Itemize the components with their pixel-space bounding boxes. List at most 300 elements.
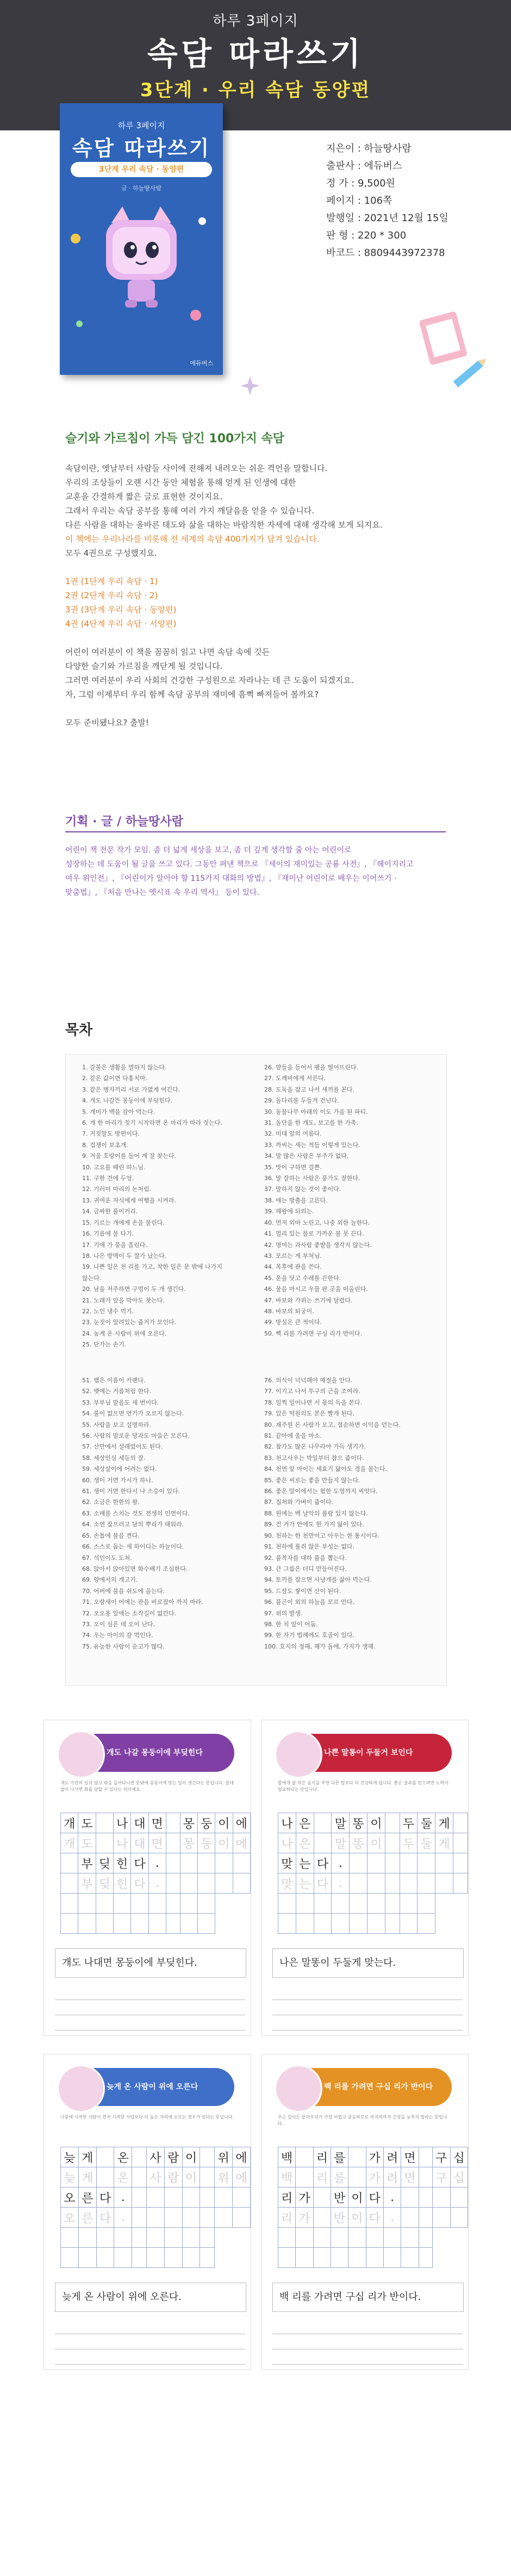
writing-cell-empty[interactable] <box>385 1914 400 1934</box>
writing-cell[interactable]: 는 <box>296 1853 314 1873</box>
toc-title: 목차 <box>65 1022 93 1038</box>
writing-cell[interactable] <box>215 2188 233 2208</box>
writing-cell[interactable]: 이 <box>348 2188 366 2208</box>
writing-cell[interactable]: 면 <box>401 2167 419 2188</box>
worksheet-blank-line[interactable] <box>55 2017 245 2030</box>
worksheet-blank-line[interactable] <box>272 2336 463 2349</box>
writing-cell[interactable] <box>164 2188 182 2208</box>
writing-cell[interactable] <box>453 1833 468 1853</box>
writing-cell[interactable]: 몽 <box>180 1833 197 1853</box>
writing-cell[interactable]: 게 <box>78 2147 96 2167</box>
writing-cell[interactable] <box>314 1813 332 1833</box>
writing-cell[interactable] <box>350 1873 367 1894</box>
writing-cell[interactable] <box>450 2208 468 2228</box>
writing-cell-empty[interactable] <box>313 2248 331 2268</box>
writing-cell[interactable]: 면 <box>401 2147 419 2167</box>
writing-cell-empty[interactable] <box>148 1914 166 1934</box>
writing-cell[interactable]: . <box>332 1873 350 1894</box>
writing-cell[interactable] <box>182 2188 200 2208</box>
writing-cell[interactable] <box>233 1873 250 1894</box>
writing-cell-empty[interactable] <box>417 1914 435 1934</box>
worksheet-page <box>43 1720 251 2036</box>
writing-cell[interactable]: 나 <box>113 1833 130 1853</box>
writing-cell-empty[interactable] <box>113 1914 130 1934</box>
writing-cell[interactable]: 리 <box>313 2167 331 2188</box>
writing-cell-empty[interactable] <box>147 2248 165 2268</box>
writing-cell[interactable]: 온 <box>114 2147 132 2167</box>
writing-cell[interactable] <box>419 2147 433 2167</box>
writing-cell[interactable]: 위 <box>215 2147 233 2167</box>
writing-cell-empty[interactable] <box>166 1914 180 1934</box>
intro-line: 속담이란, 옛날부터 사람들 사이에 전해져 내려오는 쉬운 격언을 말합니다. <box>65 463 328 473</box>
writing-cell[interactable] <box>132 2167 147 2188</box>
writing-cell-empty[interactable] <box>96 1914 113 1934</box>
writing-cell[interactable]: 가 <box>366 2167 383 2188</box>
writing-cell[interactable]: 부 <box>78 1853 96 1873</box>
writing-cell[interactable] <box>96 2147 114 2167</box>
writing-cell[interactable]: 백 <box>278 2167 296 2188</box>
toc-item: 52. 뱃에는 거름처럼 한다. <box>82 1388 152 1395</box>
writing-cell[interactable]: 는 <box>296 1873 314 1894</box>
writing-cell[interactable] <box>200 2167 215 2188</box>
writing-cell-empty[interactable] <box>350 1894 367 1914</box>
writing-cell[interactable]: 나 <box>278 1813 296 1833</box>
writing-cell[interactable]: 부 <box>78 1873 96 1894</box>
writing-cell-empty[interactable] <box>383 2228 401 2248</box>
writing-grid <box>60 1813 251 1934</box>
writing-cell[interactable]: 이 <box>182 2167 200 2188</box>
writing-cell[interactable] <box>435 1853 453 1873</box>
cover-series: 하루 3페이지 <box>117 121 165 130</box>
writing-cell[interactable]: 다 <box>366 2208 383 2228</box>
writing-cell[interactable]: 사 <box>147 2147 165 2167</box>
worksheet-blank-line[interactable] <box>55 2336 245 2349</box>
writing-cell[interactable]: 이 <box>182 2147 200 2167</box>
writing-cell-empty[interactable] <box>96 2228 114 2248</box>
writing-cell[interactable] <box>453 1813 468 1833</box>
writing-cell[interactable]: 이 <box>367 1833 385 1853</box>
writing-cell[interactable]: 면 <box>148 1813 166 1833</box>
writing-cell[interactable]: 다 <box>131 1873 148 1894</box>
writing-cell[interactable]: 반 <box>331 2208 348 2228</box>
toc-item: 79. 있은 떡원의도 본은 빨개 된다. <box>264 1410 354 1418</box>
writing-cell-empty[interactable] <box>400 1894 417 1914</box>
intro-line: 어린이 여러분이 이 책을 꼼꼼히 읽고 나면 속담 속에 깃든 <box>65 647 270 657</box>
writing-cell-empty[interactable] <box>182 2228 200 2248</box>
writing-cell[interactable]: 사 <box>147 2167 165 2188</box>
writing-cell[interactable]: 를 <box>331 2147 348 2167</box>
writing-cell[interactable] <box>400 1853 417 1873</box>
writing-cell[interactable]: . <box>148 1853 166 1873</box>
writing-cell-empty[interactable] <box>61 2248 79 2268</box>
writing-cell-empty[interactable] <box>278 2228 296 2248</box>
writing-cell[interactable]: . <box>383 2208 401 2228</box>
writing-cell-empty[interactable] <box>366 2228 383 2248</box>
writing-grid-row <box>278 2208 468 2228</box>
writing-cell[interactable] <box>419 2208 433 2228</box>
writing-cell-empty[interactable] <box>78 1894 96 1914</box>
writing-cell[interactable] <box>61 1873 78 1894</box>
writing-cell[interactable] <box>147 2208 165 2228</box>
writing-cell[interactable] <box>435 1873 453 1894</box>
writing-cell[interactable]: 백 <box>278 2147 296 2167</box>
worksheet-blank-line[interactable] <box>55 2002 245 2015</box>
writing-cell[interactable]: 두 <box>400 1833 417 1853</box>
writing-cell[interactable] <box>417 1873 435 1894</box>
writing-cell[interactable]: 려 <box>383 2167 401 2188</box>
writing-cell[interactable] <box>61 1853 78 1873</box>
writing-cell[interactable]: 맞 <box>278 1853 296 1873</box>
writing-cell[interactable] <box>215 1853 233 1873</box>
writing-cell[interactable] <box>180 1853 197 1873</box>
writing-cell-empty[interactable] <box>331 2228 348 2248</box>
writing-cell-empty[interactable] <box>200 2248 215 2268</box>
writing-cell[interactable] <box>348 2167 366 2188</box>
writing-cell-empty[interactable] <box>350 1914 367 1934</box>
writing-cell-empty[interactable] <box>296 1914 314 1934</box>
writing-cell[interactable]: 에 <box>233 2167 251 2188</box>
writing-cell[interactable]: 리 <box>278 2208 296 2228</box>
toc-item: 37. 말하지 않는 것이 좋이다. <box>264 1186 341 1193</box>
writing-cell[interactable]: 에 <box>233 1813 250 1833</box>
writing-cell[interactable]: 둥 <box>197 1833 215 1853</box>
writing-cell-empty[interactable] <box>114 2228 132 2248</box>
writing-cell[interactable]: 게 <box>435 1833 453 1853</box>
writing-cell-empty[interactable] <box>401 2228 419 2248</box>
writing-cell[interactable]: 반 <box>331 2188 348 2208</box>
writing-cell[interactable]: 대 <box>131 1813 148 1833</box>
toc-item: 14. 금싸한 풀이거리. <box>82 1208 138 1215</box>
writing-cell[interactable] <box>233 2188 251 2208</box>
writing-cell-empty[interactable] <box>132 2248 147 2268</box>
writing-cell[interactable]: 람 <box>164 2147 182 2167</box>
writing-cell-empty[interactable] <box>278 1894 296 1914</box>
writing-cell-empty[interactable] <box>61 1894 78 1914</box>
writing-cell[interactable]: 이 <box>215 1833 233 1853</box>
writing-cell[interactable] <box>453 1853 468 1873</box>
writing-cell[interactable]: 나 <box>113 1813 130 1833</box>
writing-cell[interactable]: 가 <box>296 2188 313 2208</box>
toc-item: 85. 좋은 씨로는 좋을 만들지 않는다. <box>264 1476 360 1484</box>
writing-cell-empty[interactable] <box>296 2228 313 2248</box>
toc-item: 16. 기름에 물 타기. <box>82 1230 134 1238</box>
writing-cell[interactable]: 온 <box>114 2167 132 2188</box>
writing-cell[interactable]: 딪 <box>96 1853 113 1873</box>
worksheet-blank-line[interactable] <box>272 2002 463 2015</box>
writing-cell[interactable]: 가 <box>296 2208 313 2228</box>
writing-cell[interactable] <box>233 2208 251 2228</box>
writing-cell[interactable]: . <box>332 1853 350 1873</box>
writing-cell[interactable]: 십 <box>450 2147 468 2167</box>
writing-cell-empty[interactable] <box>366 2248 383 2268</box>
writing-cell-empty[interactable] <box>385 1894 400 1914</box>
author-section <box>65 812 446 829</box>
writing-cell-empty[interactable] <box>197 1894 215 1914</box>
writing-cell[interactable] <box>348 2147 366 2167</box>
writing-cell-empty[interactable] <box>113 1894 130 1914</box>
writing-cell-empty[interactable] <box>61 2228 79 2248</box>
writing-cell-empty[interactable] <box>96 1894 113 1914</box>
writing-cell[interactable] <box>401 2188 419 2208</box>
writing-cell[interactable]: 힌 <box>113 1853 130 1873</box>
writing-cell[interactable] <box>147 2188 165 2208</box>
writing-cell[interactable] <box>385 1813 400 1833</box>
writing-cell-empty[interactable] <box>419 2248 433 2268</box>
writing-cell[interactable] <box>419 2188 433 2208</box>
writing-cell[interactable] <box>233 1853 250 1873</box>
writing-cell[interactable] <box>296 2167 313 2188</box>
writing-cell-empty[interactable] <box>148 1894 166 1914</box>
writing-cell[interactable]: 개 <box>61 1813 78 1833</box>
worksheet-blank-line[interactable] <box>272 2017 463 2030</box>
toc-item: 19. 나쁜 일은 천 리를 가고, 착한 일은 문 밖에 나가지 <box>82 1263 222 1271</box>
writing-cell[interactable] <box>215 2208 233 2228</box>
writing-cell[interactable] <box>200 2188 215 2208</box>
writing-cell[interactable]: 늦 <box>61 2167 79 2188</box>
writing-cell[interactable]: 똥 <box>350 1813 367 1833</box>
writing-cell[interactable] <box>433 2188 450 2208</box>
writing-cell[interactable]: . <box>148 1873 166 1894</box>
worksheet-blank-line[interactable] <box>55 2321 245 2334</box>
writing-cell[interactable]: . <box>114 2208 132 2228</box>
writing-cell[interactable] <box>197 1853 215 1873</box>
writing-cell-empty[interactable] <box>331 2248 348 2268</box>
writing-cell[interactable]: 둘 <box>417 1813 435 1833</box>
writing-cell[interactable]: 가 <box>366 2147 383 2167</box>
writing-cell[interactable] <box>166 1853 180 1873</box>
writing-cell[interactable] <box>419 2167 433 2188</box>
writing-cell-empty[interactable] <box>296 2248 313 2268</box>
writing-cell[interactable]: 늦 <box>61 2147 79 2167</box>
writing-cell-empty[interactable] <box>314 1914 332 1934</box>
writing-cell-empty[interactable] <box>332 1894 350 1914</box>
writing-cell[interactable]: 리 <box>278 2188 296 2208</box>
writing-cell-empty[interactable] <box>164 2228 182 2248</box>
worksheet-blank-line[interactable] <box>55 2351 245 2365</box>
writing-cell[interactable] <box>166 1873 180 1894</box>
writing-cell[interactable]: 다 <box>314 1873 332 1894</box>
writing-cell[interactable] <box>200 2208 215 2228</box>
toc-column-2a <box>82 1375 261 1652</box>
book-info-date: 발행일 : 2021년 12월 15일 <box>326 212 448 224</box>
writing-cell-empty[interactable] <box>61 1914 78 1934</box>
writing-cell[interactable]: 은 <box>296 1813 314 1833</box>
toc-item: 83. 천고사우는 박일부터 참으 줍이다. <box>264 1454 364 1462</box>
writing-cell-empty[interactable] <box>400 1914 417 1934</box>
worksheet-blank-line[interactable] <box>55 1986 245 2000</box>
writing-cell-empty[interactable] <box>200 2228 215 2248</box>
writing-cell-empty[interactable] <box>78 1914 96 1934</box>
writing-cell[interactable]: 다 <box>96 2208 114 2228</box>
writing-cell-empty[interactable] <box>180 1894 197 1914</box>
writing-cell-empty[interactable] <box>313 2228 331 2248</box>
writing-grid-row-blank <box>61 2248 251 2268</box>
writing-cell-empty[interactable] <box>96 2248 114 2268</box>
writing-cell[interactable]: 를 <box>331 2167 348 2188</box>
toc-item: 94. 토끼를 잡으면 사냥개를 삶아 먹는다. <box>264 1576 372 1584</box>
writing-cell-empty[interactable] <box>367 1914 385 1934</box>
writing-cell[interactable]: 맞 <box>278 1873 296 1894</box>
writing-cell[interactable]: 구 <box>433 2167 450 2188</box>
toc-item: 75. 유능한 사람이 순고가 많다. <box>82 1643 165 1650</box>
writing-cell[interactable]: 에 <box>233 2147 251 2167</box>
toc-item: 71. 오랑새이 어에는 관을 비로잡아 까지 마라. <box>82 1599 203 1606</box>
writing-cell[interactable] <box>200 2147 215 2167</box>
writing-cell[interactable]: 이 <box>348 2208 366 2228</box>
writing-cell-empty[interactable] <box>114 2248 132 2268</box>
writing-cell-empty[interactable] <box>348 2248 366 2268</box>
writing-cell-empty[interactable] <box>296 1894 314 1914</box>
writing-cell[interactable] <box>132 2188 147 2208</box>
writing-cell[interactable] <box>166 1833 180 1853</box>
writing-cell-empty[interactable] <box>78 2248 96 2268</box>
toc-item: 25. 단가는 손기. <box>82 1341 127 1349</box>
writing-cell[interactable] <box>132 2208 147 2228</box>
writing-cell[interactable] <box>401 2208 419 2228</box>
intro-line: 자, 그럼 이제부터 우리 함께 속담 공부의 재미에 흠뻑 빠져들어 볼까요? <box>65 690 319 699</box>
writing-cell[interactable] <box>385 1833 400 1853</box>
writing-cell[interactable]: 몽 <box>180 1813 197 1833</box>
writing-cell[interactable]: 다 <box>366 2188 383 2208</box>
toc-item: 5. 개미가 백을 감아 먹는다. <box>82 1108 155 1115</box>
writing-cell[interactable]: 둘 <box>417 1833 435 1853</box>
writing-cell[interactable] <box>182 2208 200 2228</box>
writing-cell[interactable]: 에 <box>233 1833 250 1853</box>
writing-cell-empty[interactable] <box>131 1914 148 1934</box>
writing-cell-empty[interactable] <box>278 1914 296 1934</box>
writing-cell-empty[interactable] <box>417 1894 435 1914</box>
volume-list <box>65 574 446 631</box>
writing-cell[interactable]: 다 <box>96 2188 114 2208</box>
writing-cell[interactable]: 게 <box>78 2167 96 2188</box>
writing-cell[interactable] <box>197 1873 215 1894</box>
author-bio <box>65 843 446 900</box>
writing-cell-empty[interactable] <box>164 2248 182 2268</box>
intro-line: 교훈을 간결하게 짧은 글로 표현한 것이지요. <box>65 492 223 502</box>
writing-cell-empty[interactable] <box>401 2248 419 2268</box>
writing-cell[interactable]: . <box>383 2188 401 2208</box>
worksheet-blank-line[interactable] <box>272 2351 463 2365</box>
writing-cell-empty[interactable] <box>180 1914 197 1934</box>
writing-cell[interactable] <box>132 2147 147 2167</box>
writing-cell[interactable]: . <box>114 2188 132 2208</box>
writing-cell-empty[interactable] <box>348 2228 366 2248</box>
writing-cell[interactable]: 말 <box>332 1833 350 1853</box>
writing-cell[interactable]: 힌 <box>113 1873 130 1894</box>
toc-item: 73. 오이 심은 데 오이 난다. <box>82 1620 155 1628</box>
toc-item: 66. 스스로 돕는 새 하이디는 하늘이다. <box>82 1543 184 1551</box>
writing-cell-empty[interactable] <box>197 1914 215 1934</box>
writing-cell[interactable] <box>453 1873 468 1894</box>
writing-cell[interactable] <box>296 2147 313 2167</box>
writing-cell[interactable] <box>96 2167 114 2188</box>
writing-cell[interactable]: 오 <box>61 2208 79 2228</box>
writing-cell-empty[interactable] <box>367 1894 385 1914</box>
writing-cell[interactable]: 도 <box>78 1813 96 1833</box>
writing-cell[interactable]: 딪 <box>96 1873 113 1894</box>
writing-cell[interactable] <box>433 2208 450 2228</box>
writing-cell[interactable]: 다 <box>314 1853 332 1873</box>
writing-cell[interactable] <box>417 1853 435 1873</box>
writing-cell[interactable]: 두 <box>400 1813 417 1833</box>
worksheet-page <box>43 2054 251 2370</box>
writing-cell-empty[interactable] <box>182 2248 200 2268</box>
writing-cell[interactable]: 오 <box>61 2188 79 2208</box>
writing-cell[interactable]: 도 <box>78 1833 96 1853</box>
writing-cell[interactable] <box>215 1873 233 1894</box>
writing-cell-empty[interactable] <box>332 1914 350 1934</box>
writing-cell[interactable] <box>385 1853 400 1873</box>
writing-cell[interactable] <box>350 1853 367 1873</box>
writing-cell[interactable]: 게 <box>435 1813 453 1833</box>
writing-cell-empty[interactable] <box>78 2228 96 2248</box>
toc-item: 10. 고요를 때린 하느님. <box>82 1163 146 1171</box>
writing-cell[interactable]: 른 <box>78 2208 96 2228</box>
writing-cell[interactable] <box>385 1873 400 1894</box>
toc-section <box>65 1019 446 1039</box>
writing-cell[interactable] <box>314 1833 332 1853</box>
writing-cell[interactable]: 이 <box>215 1813 233 1833</box>
toc-item: 36. 말 잘하는 사람은 풍가도 잘한다. <box>264 1175 360 1182</box>
writing-cell[interactable] <box>367 1873 385 1894</box>
writing-cell[interactable]: 이 <box>367 1813 385 1833</box>
hero-subtitle: 3단계 · 우리 속담 동양편 <box>140 79 371 101</box>
worksheet-blank-line[interactable] <box>272 1986 463 2000</box>
writing-cell[interactable]: 리 <box>313 2147 331 2167</box>
writing-cell[interactable] <box>96 1833 113 1853</box>
writing-cell-empty[interactable] <box>419 2228 433 2248</box>
worksheet-blank-line[interactable] <box>272 2321 463 2334</box>
writing-cell[interactable]: 구 <box>433 2147 450 2167</box>
writing-cell[interactable]: 말 <box>332 1813 350 1833</box>
writing-cell[interactable] <box>164 2208 182 2228</box>
writing-cell[interactable]: 른 <box>78 2188 96 2208</box>
writing-cell-empty[interactable] <box>147 2228 165 2248</box>
writing-cell[interactable]: 은 <box>296 1833 314 1853</box>
writing-cell[interactable]: 나 <box>278 1833 296 1853</box>
writing-cell[interactable]: 다 <box>131 1853 148 1873</box>
writing-cell[interactable]: 개 <box>61 1833 78 1853</box>
writing-cell[interactable] <box>450 2188 468 2208</box>
writing-cell-empty[interactable] <box>166 1894 180 1914</box>
toc-item: 4. 개도 나갈뜬 몽둥이에 부딪힌다. <box>82 1097 173 1105</box>
toc-item: 27. 도깨비에게 서른다. <box>264 1075 326 1082</box>
writing-cell[interactable]: 면 <box>148 1833 166 1853</box>
writing-cell[interactable]: 똥 <box>350 1833 367 1853</box>
writing-cell[interactable]: 둥 <box>197 1813 215 1833</box>
writing-cell-empty[interactable] <box>383 2248 401 2268</box>
writing-cell-empty[interactable] <box>132 2228 147 2248</box>
writing-cell[interactable]: 려 <box>383 2147 401 2167</box>
writing-cell[interactable] <box>313 2188 331 2208</box>
writing-cell[interactable] <box>180 1873 197 1894</box>
writing-cell[interactable] <box>313 2208 331 2228</box>
writing-cell[interactable]: 람 <box>164 2167 182 2188</box>
writing-cell-empty[interactable] <box>278 2248 296 2268</box>
writing-cell-empty[interactable] <box>131 1894 148 1914</box>
worksheet-description: 무슨 일이든 끝마무리가 가장 어렵고 중요하므로 마지막까지 긴장을 늦추지 말라는 뜻입니다. <box>278 2115 447 2126</box>
writing-cell[interactable]: 십 <box>450 2167 468 2188</box>
writing-cell-empty[interactable] <box>314 1894 332 1914</box>
writing-cell[interactable]: 대 <box>131 1833 148 1853</box>
writing-cell[interactable] <box>400 1873 417 1894</box>
writing-cell[interactable] <box>96 1813 113 1833</box>
toc-item: 59. 세상살이에 어려는 없다. <box>82 1465 157 1473</box>
writing-cell[interactable] <box>367 1853 385 1873</box>
writing-cell[interactable]: 위 <box>215 2167 233 2188</box>
toc-item: 84. 천연 앞 아이는 세효기 닮아도 경을 몰는다. <box>264 1465 388 1473</box>
writing-cell[interactable] <box>166 1813 180 1833</box>
